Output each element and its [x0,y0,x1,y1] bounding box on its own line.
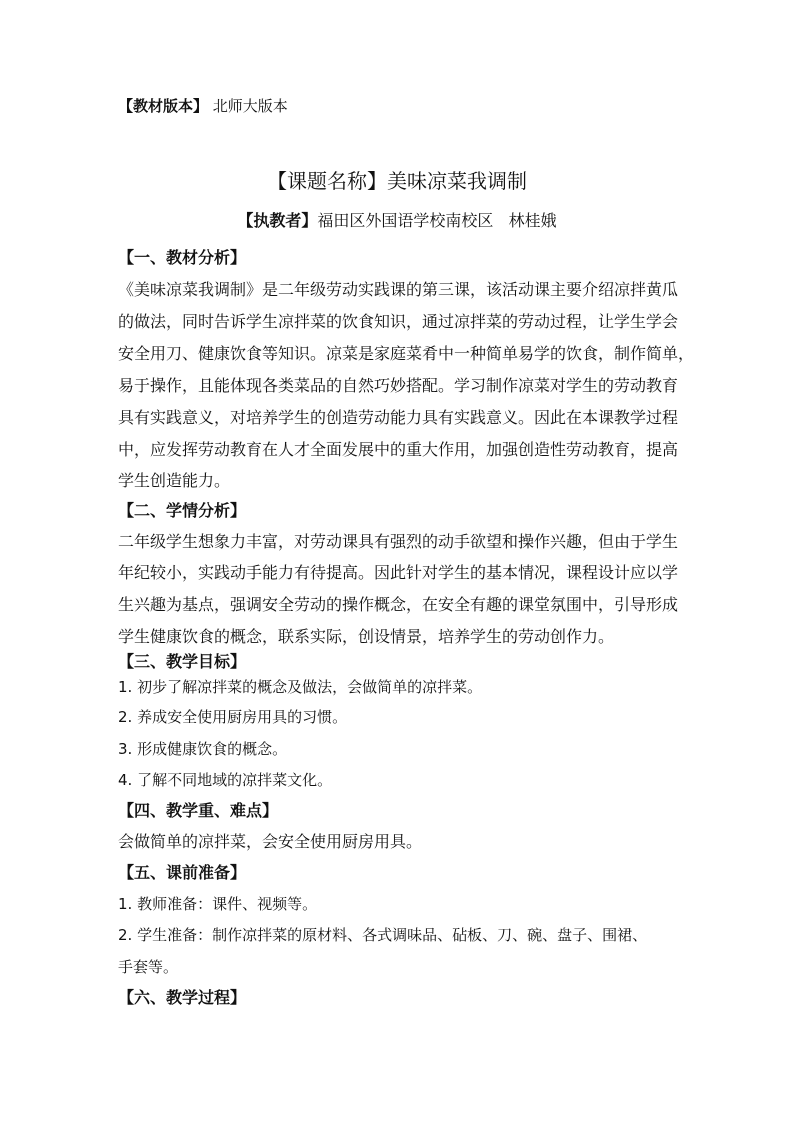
student-analysis-line: 年纪较小，实践动手能力有待提高。因此针对学生的基本情况，课程设计应以学 [118,563,679,582]
section-heading-preparation: 【五、课前准备】 [118,863,247,882]
material-analysis-line: 的做法，同时告诉学生凉拌菜的饮食知识，通过凉拌菜的劳动过程，让学生学会 [118,312,679,331]
material-analysis-line: 《美味凉菜我调制》是二年级劳动实践课的第三课，该活动课主要介绍凉拌黄瓜 [118,280,679,299]
section-heading-material-analysis: 【一、教材分析】 [118,248,247,267]
teacher-info [0,209,794,233]
preparation-line: 1. 教师准备：课件、视频等。 [118,895,318,913]
material-analysis-line: 易于操作，且能体现各类菜品的自然巧妙搭配。学习制作凉菜对学生的劳动教育 [118,376,679,395]
section-heading-key-points: 【四、教学重、难点】 [118,801,279,820]
goal-item: 2. 养成安全使用厨房用具的习惯。 [118,708,348,726]
teacher-label: 【执教者】 [237,211,318,230]
section-heading-goals: 【三、教学目标】 [118,652,247,671]
preparation-line: 手套等。 [118,958,179,976]
material-analysis-line: 中，应发挥劳动教育在人才全面发展中的重大作用，加强创造性劳动教育，提高 [118,440,679,459]
teacher-school: 福田区外国语学校南校区 [317,211,494,230]
section-heading-student-analysis: 【二、学情分析】 [118,501,247,520]
student-analysis-line: 二年级学生想象力丰富，对劳动课具有强烈的动手欲望和操作兴趣，但由于学生 [118,532,679,551]
textbook-edition-label: 【教材版本】 [118,97,209,115]
goal-item: 4. 了解不同地域的凉拌菜文化。 [118,771,333,789]
key-points-text: 会做简单的凉拌菜，会安全使用厨房用具。 [118,832,423,851]
material-analysis-line: 安全用刀、健康饮食等知识。凉菜是家庭菜肴中一种简单易学的饮食，制作简单， [118,344,695,363]
material-analysis-line: 具有实践意义，对培养学生的创造劳动能力具有实践意义。因此在本课教学过程 [118,408,679,427]
section-heading-process: 【六、教学过程】 [118,988,247,1007]
lesson-title: 【课题名称】美味凉菜我调制 [267,169,527,193]
textbook-edition [118,95,288,117]
preparation-line: 2. 学生准备：制作凉拌菜的原材料、各式调味品、砧板、刀、碗、盘子、围裙、 [118,926,648,944]
goal-item: 3. 形成健康饮食的概念。 [118,740,288,758]
student-analysis-line: 学生健康饮食的概念，联系实际，创设情景，培养学生的劳动创作力。 [118,627,615,646]
student-analysis-line: 生兴趣为基点，强调安全劳动的操作概念，在安全有趣的课堂氛围中，引导形成 [118,595,679,614]
textbook-edition-value: 北师大版本 [212,97,288,115]
teacher-name: 林桂娥 [508,211,557,230]
goal-item: 1. 初步了解凉拌菜的概念及做法，会做简单的凉拌菜。 [118,678,483,696]
material-analysis-line: 学生创造能力。 [118,471,231,490]
